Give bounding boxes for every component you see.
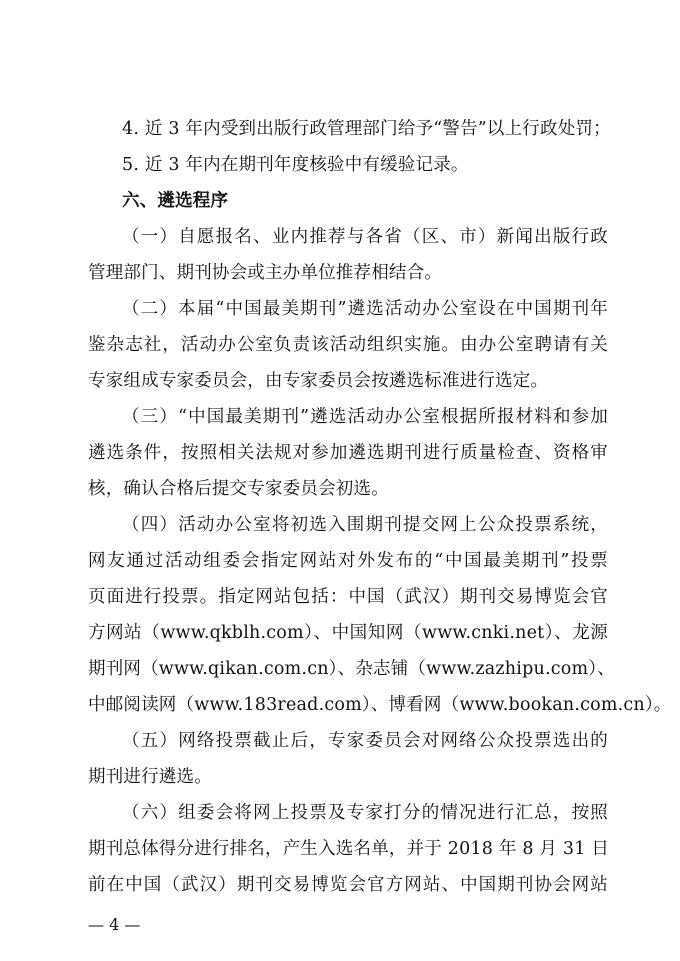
paragraph-3-line-2: 遴选条件，按照相关法规对参加遴选期刊进行质量检查、资格审: [88, 443, 608, 463]
page-number: — 4 —: [88, 915, 141, 934]
paragraph-6-line-1: （六）组委会将网上投票及专家打分的情况进行汇总，按照: [122, 803, 608, 823]
paragraph-3-line-1: （三）“中国最美期刊”遴选活动办公室根据所报材料和参加: [122, 407, 608, 427]
paragraph-3-line-3: 核，确认合格后提交专家委员会初选。: [88, 479, 389, 499]
paragraph-4-line-3: 页面进行投票。指定网站包括：中国（武汉）期刊交易博览会官: [88, 587, 608, 607]
paragraph-4-line-2: 网友通过活动组委会指定网站对外发布的“中国最美期刊”投票: [88, 551, 608, 571]
paragraph-6-line-2: 期刊总体得分进行排名，产生入选名单，并于 2018 年 8 月 31 日: [88, 839, 610, 859]
paragraph-4-line-1: （四）活动办公室将初选入围期刊提交网上公众投票系统，: [122, 515, 608, 535]
paragraph-1-line-2: 管理部门、期刊协会或主办单位推荐相结合。: [88, 263, 442, 283]
paragraph-4-line-6: 中邮阅读网（www.183read.com）、博看网（www.bookan.com.cn）。: [88, 695, 672, 715]
paragraph-5-line-2: 期刊进行遴选。: [88, 767, 212, 787]
paragraph-5-line-1: （五）网络投票截止后，专家委员会对网络公众投票选出的: [122, 731, 608, 751]
list-item-4: 4. 近 3 年内受到出版行政管理部门给予“警告”以上行政处罚；: [122, 119, 611, 139]
paragraph-2-line-3: 专家组成专家委员会，由专家委员会按遴选标准进行选定。: [88, 371, 549, 391]
section-heading: 六、遴选程序: [122, 191, 229, 211]
list-item-5: 5. 近 3 年内在期刊年度核验中有缓验记录。: [122, 155, 469, 175]
paragraph-2-line-2: 鉴杂志社，活动办公室负责该活动组织实施。由办公室聘请有关: [88, 335, 608, 355]
paragraph-6-line-3: 前在中国（武汉）期刊交易博览会官方网站、中国期刊协会网站: [88, 875, 608, 895]
paragraph-4-line-4: 方网站（www.qkblh.com）、中国知网（www.cnki.net）、龙源: [88, 623, 608, 643]
paragraph-4-line-5: 期刊网（www.qikan.com.cn）、杂志铺（www.zazhipu.com）、: [88, 659, 615, 679]
paragraph-1-line-1: （一）自愿报名、业内推荐与各省（区、市）新闻出版行政: [122, 227, 608, 247]
paragraph-2-line-1: （二）本届“中国最美期刊”遴选活动办公室设在中国期刊年: [122, 299, 608, 319]
